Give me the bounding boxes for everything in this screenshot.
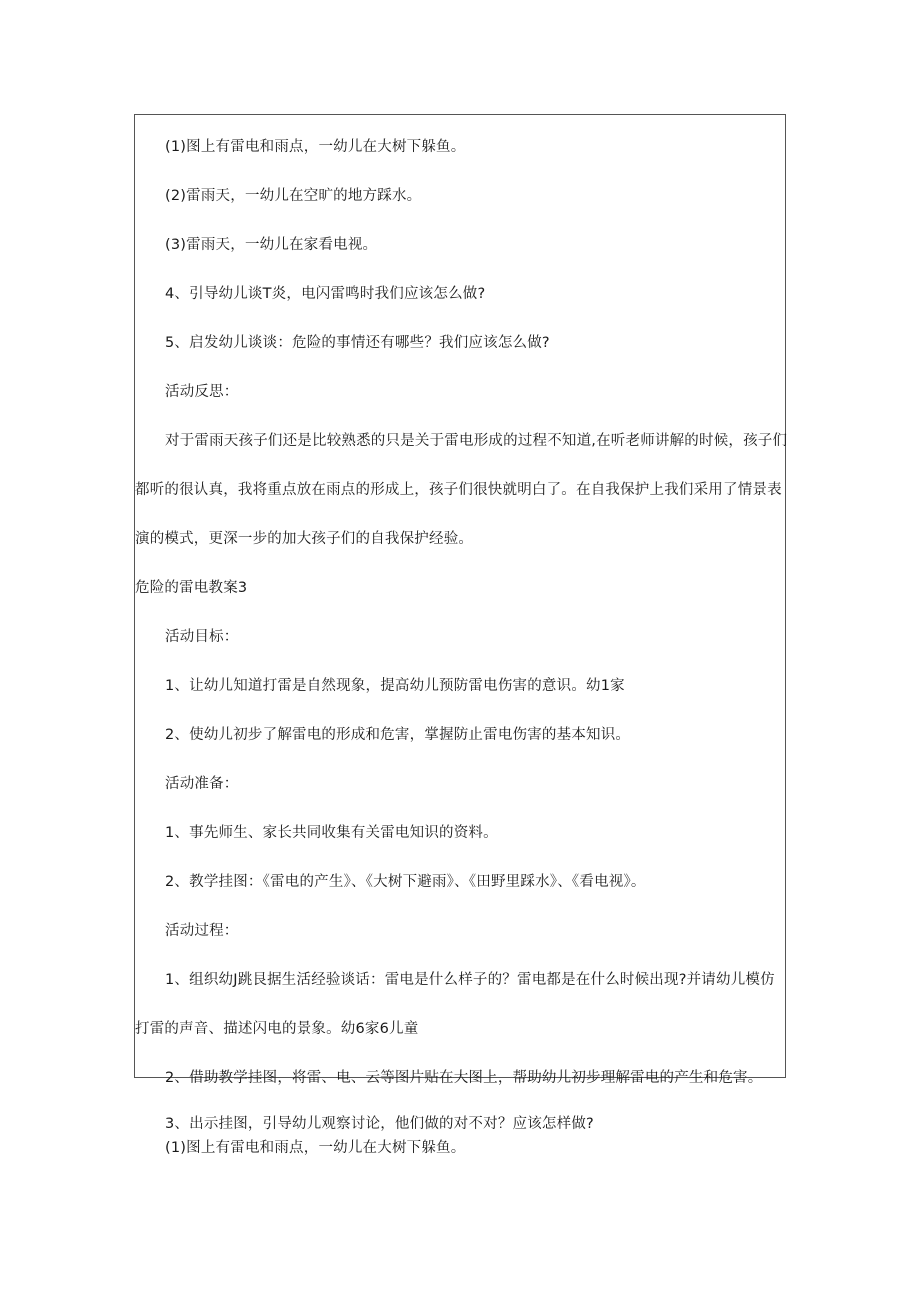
process-item-1-line-1: 1、组织幼J跳艮据生活经验谈话：雷电是什么样子的？雷电都是在什么时候出现?并请幼儿模仿 (165, 972, 775, 988)
paragraph-step-5: 5、启发幼儿谈谈：危险的事情还有哪些？我们应该怎么做? (165, 335, 550, 351)
process-item-3: 3、出示挂图，引导幼儿观察讨论，他们做的对不对？应该怎样做? (165, 1116, 594, 1132)
section-heading-goals: 活动目标： (165, 629, 239, 645)
reflection-line-2: 都听的很认真，我将重点放在雨点的形成上，孩子们很快就明白了。在自我保护上我们采用了情景表 (135, 482, 782, 498)
section-heading-reflection: 活动反思： (165, 384, 239, 400)
section-heading-preparation: 活动准备： (165, 776, 239, 792)
process-item-1-line-2: 打雷的声音、描述闪电的景象。幼6家6儿童 (135, 1021, 419, 1037)
paragraph-step-4: 4、引导幼儿谈T炎，电闪雷鸣时我们应该怎么做? (165, 286, 486, 302)
goal-item-2: 2、使幼儿初步了解雷电的形成和危害，掌握防止雷电伤害的基本知识。 (165, 727, 631, 743)
process-item-3-sub-1: (1)图上有雷电和雨点，一幼儿在大树下躲鱼。 (165, 1140, 466, 1156)
preparation-item-2: 2、教学挂图：《雷电的产生》、《大树下避雨》、《田野里踩水》、《看电视》。 (165, 874, 646, 890)
process-item-2: 2、借助教学挂图，将雷、电、云等图片贴在大图上，帮助幼儿初步理解雷电的产生和危害。 (165, 1070, 763, 1086)
paragraph-item-1: (1)图上有雷电和雨点，一幼儿在大树下躲鱼。 (165, 139, 466, 155)
reflection-line-3: 演的模式，更深一步的加大孩子们的自我保护经验。 (135, 531, 474, 547)
document-title: 危险的雷电教案3 (135, 580, 248, 596)
paragraph-item-2: (2)雷雨天，一幼儿在空旷的地方踩水。 (165, 188, 422, 204)
reflection-line-1: 对于雷雨天孩子们还是比较熟悉的只是关于雷电形成的过程不知道,在听老师讲解的时候，孩子们 (165, 433, 788, 449)
preparation-item-1: 1、事先师生、家长共同收集有关雷电知识的资料。 (165, 825, 498, 841)
section-heading-process: 活动过程： (165, 923, 239, 939)
paragraph-item-3: (3)雷雨天，一幼儿在家看电视。 (165, 237, 378, 253)
goal-item-1: 1、让幼儿知道打雷是自然现象，提高幼儿预防雷电伤害的意识。幼1家 (165, 678, 625, 694)
